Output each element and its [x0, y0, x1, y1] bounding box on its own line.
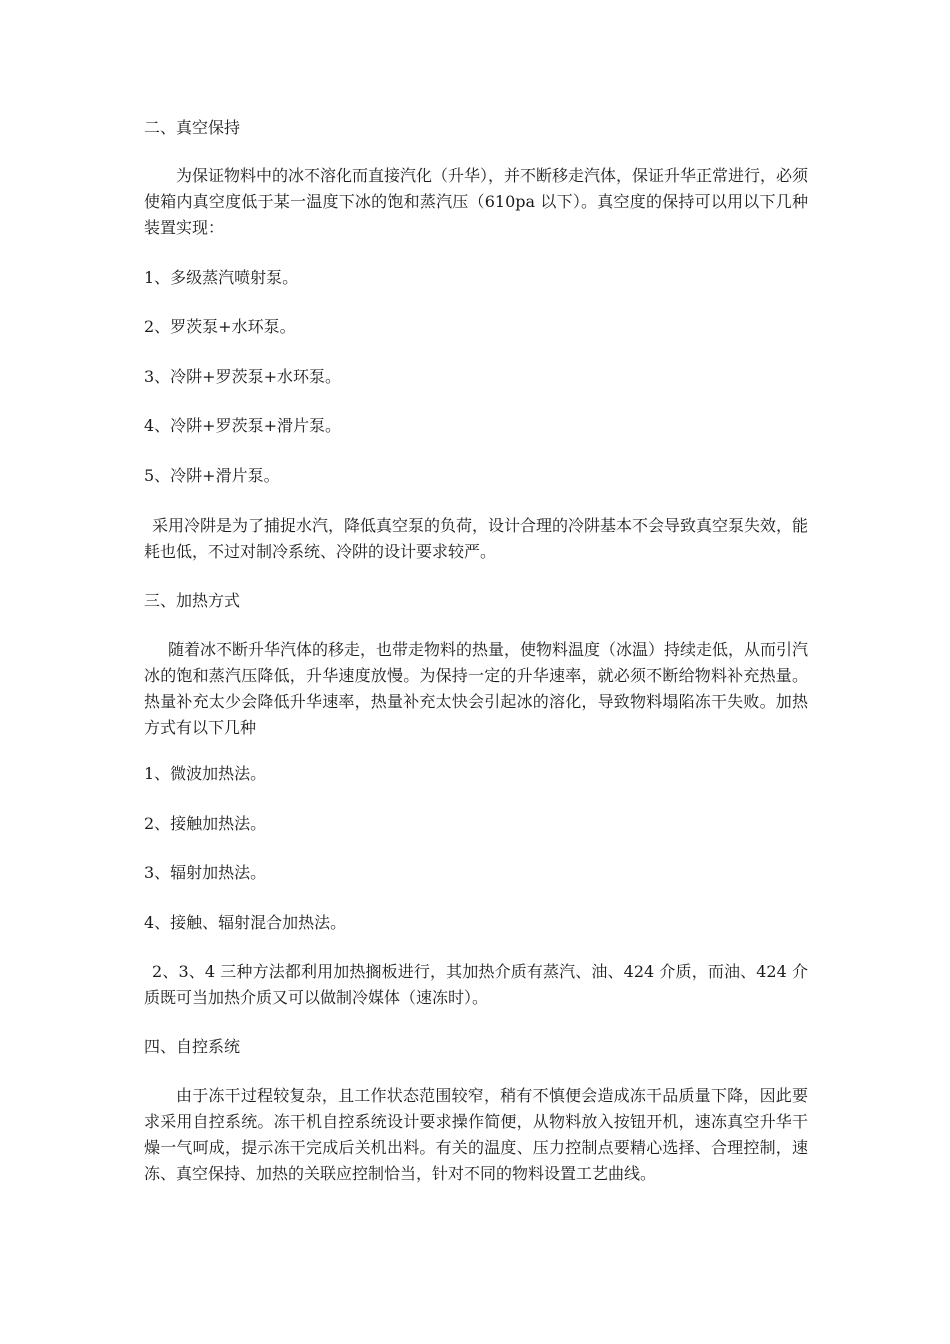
- section3-note: 2、3、4 三种方法都利用加热搁板进行，其加热介质有蒸汽、油、424 介质，而油、424 介质既可当加热介质又可以做制冷媒体（速冻时）。: [144, 962, 808, 1007]
- section3-heading: 三、加热方式: [144, 591, 241, 610]
- section2-item-4: 4、冷阱+罗茨泵+滑片泵。: [144, 416, 341, 435]
- section2-item-2: 2、罗茨泵+水环泵。: [144, 317, 296, 336]
- section3-item-3: 3、辐射加热法。: [144, 863, 267, 882]
- section3-item-1: 1、微波加热法。: [144, 764, 267, 783]
- section2-note: 采用冷阱是为了捕捉水汽，降低真空泵的负荷，设计合理的冷阱基本不会导致真空泵失效，能耗也低，不过对制冷系统、冷阱的设计要求较严。: [144, 516, 809, 561]
- section2-item-3: 3、冷阱+罗茨泵+水环泵。: [144, 367, 341, 386]
- section4-intro: 由于冻干过程较复杂，且工作状态范围较窄，稍有不慎便会造成冻干品质量下降，因此要求采用自控系统。冻干机自控系统设计要求操作简便，从物料放入按钮开机，速冻真空升华干燥一气呵成，提示冻干完成后关机出料。有关的温度、压力控制点要精心选择、合理控制，速冻、真空保持、加热的关联应控制恰当，针对不同的物料设置工艺曲线。: [144, 1086, 808, 1183]
- section3-intro: 随着冰不断升华汽体的移走，也带走物料的热量，使物料温度（冰温）持续走低，从而引汽冰的饱和蒸汽压降低，升华速度放慢。为保持一定的升华速率，就必须不断给物料补充热量。热量补充太少会降低升华速率，热量补充太快会引起冰的溶化，导致物料塌陷冻干失败。加热方式有以下几种: [144, 640, 809, 737]
- section2-heading: 二、真空保持: [144, 118, 241, 137]
- section2-intro: 为保证物料中的冰不溶化而直接汽化（升华），并不断移走汽体，保证升华正常进行，必须使箱内真空度低于某一温度下冰的饱和蒸汽压（610pa 以下）。真空度的保持可以用以下几种装置实现：: [144, 166, 809, 237]
- section3-item-4: 4、接触、辐射混合加热法。: [144, 913, 347, 932]
- section3-item-2: 2、接触加热法。: [144, 814, 267, 833]
- section2-item-1: 1、多级蒸汽喷射泵。: [144, 268, 299, 287]
- section2-item-5: 5、冷阱+滑片泵。: [144, 466, 280, 485]
- section4-heading: 四、自控系统: [144, 1037, 241, 1056]
